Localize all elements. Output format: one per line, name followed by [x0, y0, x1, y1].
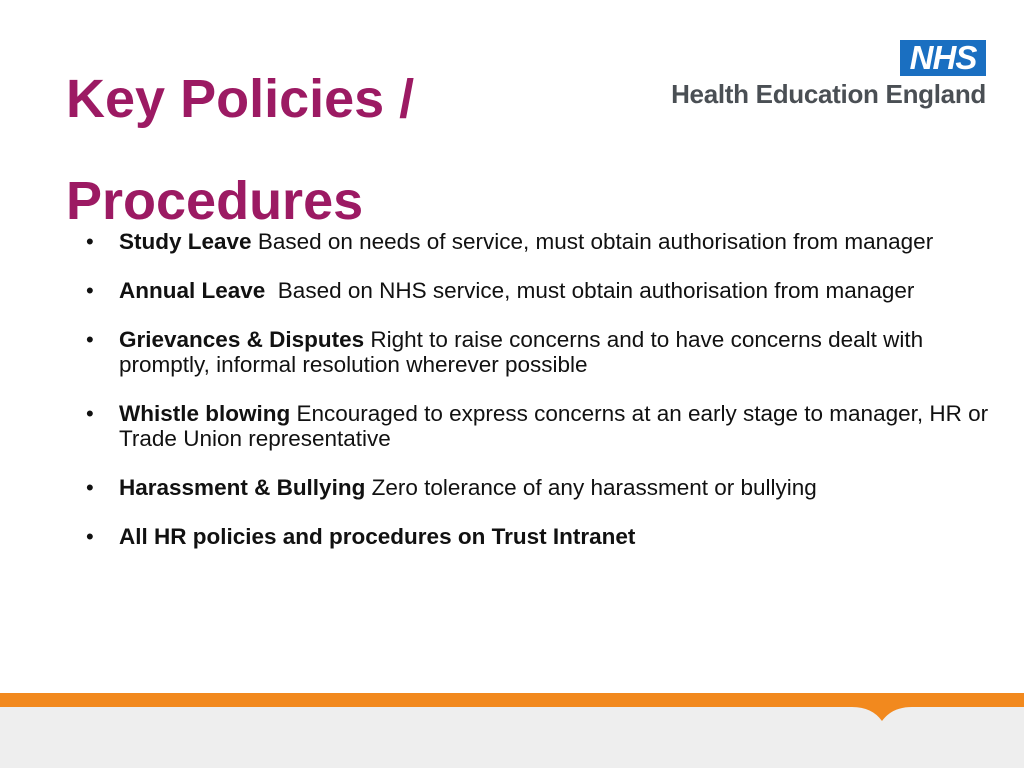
nhs-hee-logo — [638, 40, 988, 112]
footer-notch-decoration — [0, 693, 1024, 733]
bullet-dot: • — [86, 401, 94, 426]
bullet-text: Based on NHS service, must obtain authorisation from manager — [265, 278, 915, 303]
bullet-term: All HR policies and procedures on Trust Intranet — [119, 524, 636, 549]
bullet-text: Zero tolerance of any harassment or bullying — [365, 475, 817, 500]
bullet-text: Based on needs of service, must obtain authorisation from manager — [251, 229, 934, 254]
slide-title-line-2: Procedures — [66, 171, 364, 231]
bullet-dot: • — [86, 524, 94, 549]
bullet-term: Whistle blowing — [119, 401, 291, 426]
bullet-text: Right to raise concerns and to have concerns dealt with promptly, informal resolution wherever possible — [119, 327, 924, 377]
bullet-dot: • — [86, 475, 94, 500]
bullet-dot: • — [86, 229, 94, 254]
bullet-whistle-blowing — [86, 401, 996, 451]
bullet-study-leave — [86, 229, 996, 254]
bullet-annual-leave — [86, 278, 996, 303]
bullet-grievances-disputes — [86, 327, 996, 377]
policy-bullet-list — [86, 229, 996, 573]
slide-title-line-1: Key Policies / — [66, 69, 415, 129]
bullet-term: Annual Leave — [119, 278, 266, 303]
bullet-hr-policies-intranet — [86, 524, 996, 549]
bullet-harassment-bullying — [86, 475, 996, 500]
bullet-text: Encouraged to express concerns at an early stage to manager, HR or Trade Union representative — [119, 401, 989, 451]
organisation-name: Health Education England — [671, 79, 986, 109]
bullet-dot: • — [86, 278, 94, 303]
bullet-term: Harassment & Bullying — [119, 475, 366, 500]
nhs-logo-box: NHS — [900, 40, 986, 76]
bullet-term: Study Leave — [119, 229, 252, 254]
slide-title — [66, 48, 414, 252]
bullet-term: Grievances & Disputes — [119, 327, 365, 352]
bullet-dot: • — [86, 327, 94, 352]
